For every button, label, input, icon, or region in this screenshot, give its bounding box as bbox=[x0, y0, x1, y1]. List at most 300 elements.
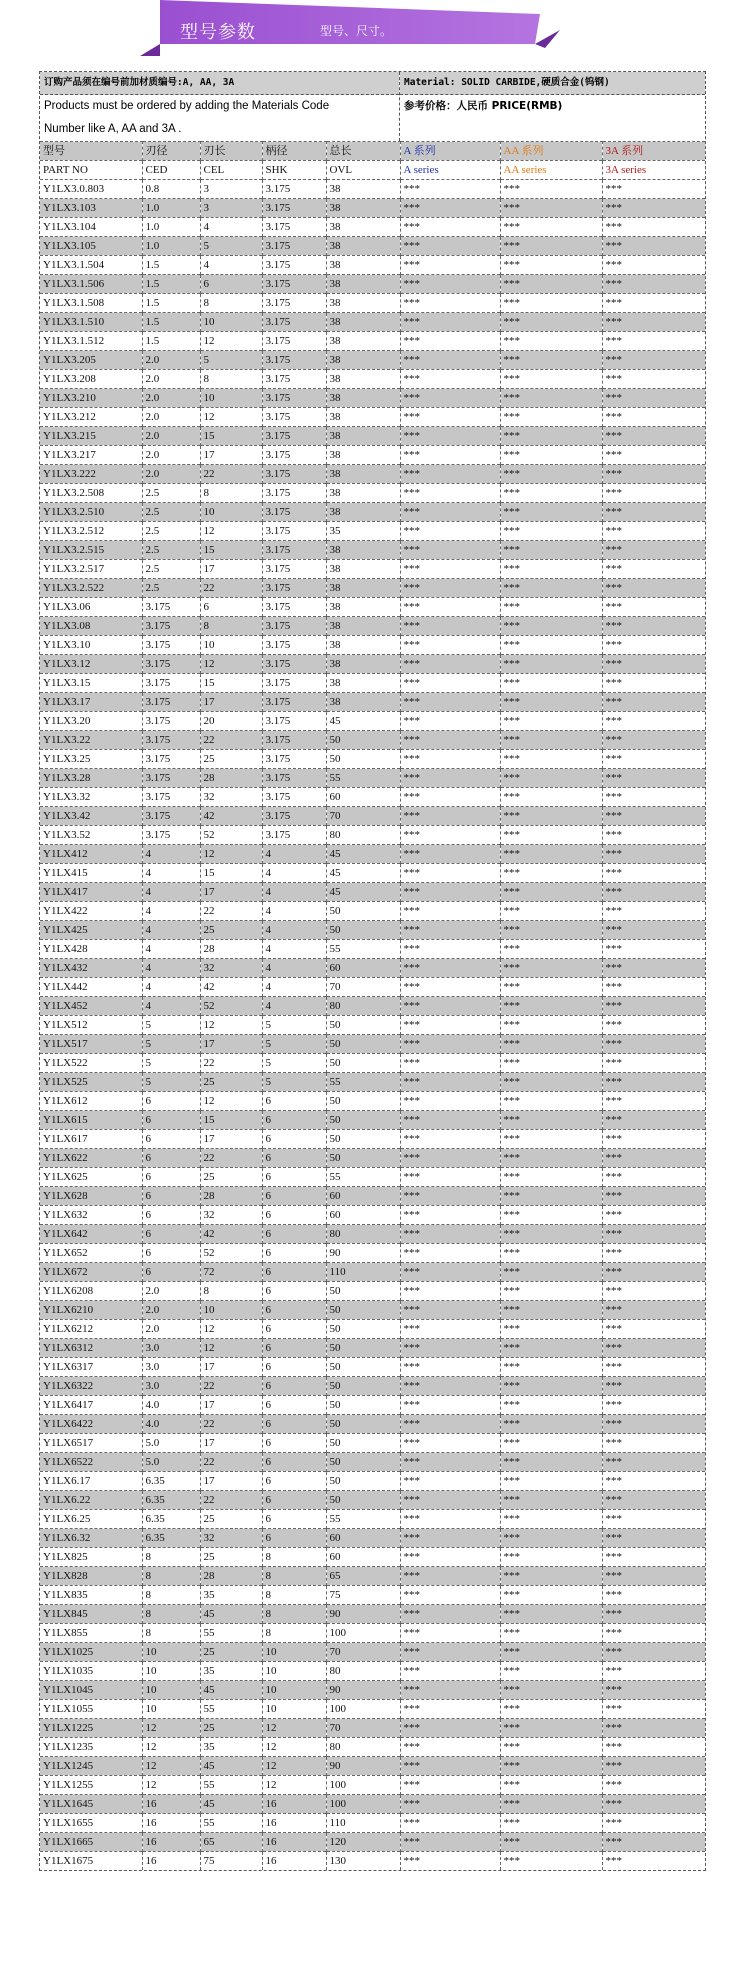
cell-a-series-price: *** bbox=[400, 1111, 500, 1130]
table-row bbox=[40, 332, 705, 351]
cell-a-series-price: *** bbox=[400, 1548, 500, 1567]
cell-3a-series-price: *** bbox=[602, 1415, 705, 1434]
cell-aa-series-price: *** bbox=[500, 1244, 602, 1263]
cell-3a-series-price: *** bbox=[602, 256, 705, 275]
table-row bbox=[40, 1111, 705, 1130]
cell-a-series-price: *** bbox=[400, 218, 500, 237]
cell-shk: 4 bbox=[262, 978, 326, 997]
cell-shk: 3.175 bbox=[262, 541, 326, 560]
cell-cel: 15 bbox=[200, 674, 262, 693]
cell-aa-series-price: *** bbox=[500, 1700, 602, 1719]
cell-aa-series-price: *** bbox=[500, 294, 602, 313]
cell-part-no: Y1LX3.215 bbox=[40, 427, 142, 446]
cell-ced: 2.0 bbox=[142, 408, 200, 427]
cell-shk: 16 bbox=[262, 1852, 326, 1871]
cell-aa-series-price: *** bbox=[500, 1738, 602, 1757]
cell-cel: 35 bbox=[200, 1662, 262, 1681]
cell-aa-series-price: *** bbox=[500, 218, 602, 237]
cell-a-series-price: *** bbox=[400, 351, 500, 370]
cell-cel: 25 bbox=[200, 1073, 262, 1092]
cell-shk: 6 bbox=[262, 1244, 326, 1263]
cell-3a-series-price: *** bbox=[602, 1548, 705, 1567]
cell-ovl: 50 bbox=[326, 1111, 400, 1130]
cell-cel: 22 bbox=[200, 1054, 262, 1073]
table-row bbox=[40, 1244, 705, 1263]
cell-aa-series-price: *** bbox=[500, 693, 602, 712]
cell-aa-series-price: *** bbox=[500, 940, 602, 959]
cell-cel: 10 bbox=[200, 389, 262, 408]
cell-shk: 12 bbox=[262, 1719, 326, 1738]
cell-3a-series-price: *** bbox=[602, 978, 705, 997]
cell-shk: 16 bbox=[262, 1833, 326, 1852]
cell-aa-series-price: *** bbox=[500, 446, 602, 465]
cell-ced: 1.0 bbox=[142, 218, 200, 237]
cell-part-no: Y1LX3.52 bbox=[40, 826, 142, 845]
cell-shk: 4 bbox=[262, 845, 326, 864]
cell-cel: 17 bbox=[200, 1396, 262, 1415]
cell-3a-series-price: *** bbox=[602, 1092, 705, 1111]
cell-part-no: Y1LX3.2.515 bbox=[40, 541, 142, 560]
cell-shk: 6 bbox=[262, 1339, 326, 1358]
table-row bbox=[40, 1814, 705, 1833]
cell-cel: 32 bbox=[200, 1206, 262, 1225]
cell-cel: 15 bbox=[200, 1111, 262, 1130]
cell-part-no: Y1LX3.12 bbox=[40, 655, 142, 674]
cell-a-series-price: *** bbox=[400, 484, 500, 503]
cell-part-no: Y1LX3.212 bbox=[40, 408, 142, 427]
cell-3a-series-price: *** bbox=[602, 389, 705, 408]
cell-ced: 6 bbox=[142, 1263, 200, 1282]
cell-shk: 6 bbox=[262, 1187, 326, 1206]
cell-3a-series-price: *** bbox=[602, 997, 705, 1016]
cell-ovl: 80 bbox=[326, 826, 400, 845]
cell-cel: 15 bbox=[200, 541, 262, 560]
cell-aa-series-price: *** bbox=[500, 1282, 602, 1301]
cell-part-no: Y1LX442 bbox=[40, 978, 142, 997]
cell-shk: 4 bbox=[262, 959, 326, 978]
cell-3a-series-price: *** bbox=[602, 617, 705, 636]
table-row bbox=[40, 484, 705, 503]
table-row bbox=[40, 1016, 705, 1035]
cell-part-no: Y1LX412 bbox=[40, 845, 142, 864]
cell-shk: 6 bbox=[262, 1472, 326, 1491]
cell-shk: 3.175 bbox=[262, 788, 326, 807]
cell-ovl: 80 bbox=[326, 997, 400, 1016]
cell-ovl: 38 bbox=[326, 465, 400, 484]
cell-aa-series-price: *** bbox=[500, 199, 602, 218]
cell-ced: 5.0 bbox=[142, 1453, 200, 1472]
cell-aa-series-price: *** bbox=[500, 1396, 602, 1415]
cell-a-series-price: *** bbox=[400, 1453, 500, 1472]
cell-ced: 2.5 bbox=[142, 522, 200, 541]
cell-ovl: 70 bbox=[326, 1719, 400, 1738]
table-row bbox=[40, 826, 705, 845]
cell-3a-series-price: *** bbox=[602, 1776, 705, 1795]
cell-ced: 3.0 bbox=[142, 1377, 200, 1396]
cell-cel: 55 bbox=[200, 1776, 262, 1795]
cell-a-series-price: *** bbox=[400, 427, 500, 446]
table-row bbox=[40, 1073, 705, 1092]
cell-aa-series-price: *** bbox=[500, 465, 602, 484]
cell-3a-series-price: *** bbox=[602, 731, 705, 750]
cell-a-series-price: *** bbox=[400, 1092, 500, 1111]
cell-cel: 32 bbox=[200, 959, 262, 978]
table-row bbox=[40, 1510, 705, 1529]
cell-shk: 3.175 bbox=[262, 446, 326, 465]
cell-a-series-price: *** bbox=[400, 1054, 500, 1073]
cell-cel: 65 bbox=[200, 1833, 262, 1852]
cell-ced: 6.35 bbox=[142, 1510, 200, 1529]
cell-aa-series-price: *** bbox=[500, 1776, 602, 1795]
cell-cel: 45 bbox=[200, 1795, 262, 1814]
cell-cel: 35 bbox=[200, 1586, 262, 1605]
cell-part-no: Y1LX3.2.517 bbox=[40, 560, 142, 579]
cell-cel: 22 bbox=[200, 1453, 262, 1472]
cell-a-series-price: *** bbox=[400, 1472, 500, 1491]
cell-a-series-price: *** bbox=[400, 560, 500, 579]
table-row bbox=[40, 1605, 705, 1624]
cell-ovl: 50 bbox=[326, 1301, 400, 1320]
header-ced: CED bbox=[142, 161, 200, 180]
cell-ced: 12 bbox=[142, 1776, 200, 1795]
cell-ovl: 38 bbox=[326, 598, 400, 617]
cell-ovl: 50 bbox=[326, 1358, 400, 1377]
cell-cel: 28 bbox=[200, 1187, 262, 1206]
cell-part-no: Y1LX3.1.508 bbox=[40, 294, 142, 313]
cell-ced: 10 bbox=[142, 1681, 200, 1700]
cell-ced: 2.5 bbox=[142, 560, 200, 579]
cell-a-series-price: *** bbox=[400, 693, 500, 712]
cell-aa-series-price: *** bbox=[500, 560, 602, 579]
cell-part-no: Y1LX1645 bbox=[40, 1795, 142, 1814]
table-row bbox=[40, 750, 705, 769]
cell-ovl: 70 bbox=[326, 978, 400, 997]
cell-part-no: Y1LX835 bbox=[40, 1586, 142, 1605]
cell-a-series-price: *** bbox=[400, 1567, 500, 1586]
cell-shk: 5 bbox=[262, 1073, 326, 1092]
table-row bbox=[40, 275, 705, 294]
cell-aa-series-price: *** bbox=[500, 1681, 602, 1700]
cell-part-no: Y1LX3.17 bbox=[40, 693, 142, 712]
cell-cel: 55 bbox=[200, 1814, 262, 1833]
table-row bbox=[40, 997, 705, 1016]
cell-aa-series-price: *** bbox=[500, 1187, 602, 1206]
cell-cel: 22 bbox=[200, 1415, 262, 1434]
cell-a-series-price: *** bbox=[400, 655, 500, 674]
cell-a-series-price: *** bbox=[400, 1320, 500, 1339]
cell-shk: 6 bbox=[262, 1377, 326, 1396]
cell-part-no: Y1LX3.1.504 bbox=[40, 256, 142, 275]
table-row bbox=[40, 1225, 705, 1244]
cell-ovl: 50 bbox=[326, 1491, 400, 1510]
table-row bbox=[40, 1700, 705, 1719]
table-row bbox=[40, 503, 705, 522]
cell-3a-series-price: *** bbox=[602, 1529, 705, 1548]
cell-ced: 4 bbox=[142, 864, 200, 883]
cell-ced: 5 bbox=[142, 1073, 200, 1092]
cell-part-no: Y1LX6210 bbox=[40, 1301, 142, 1320]
table-row bbox=[40, 1586, 705, 1605]
cell-a-series-price: *** bbox=[400, 465, 500, 484]
table-row bbox=[40, 1491, 705, 1510]
cell-cel: 72 bbox=[200, 1263, 262, 1282]
cell-cel: 28 bbox=[200, 1567, 262, 1586]
cell-ovl: 60 bbox=[326, 1187, 400, 1206]
cell-part-no: Y1LX3.205 bbox=[40, 351, 142, 370]
table-row bbox=[40, 1681, 705, 1700]
cell-cel: 45 bbox=[200, 1681, 262, 1700]
header-shk: SHK bbox=[262, 161, 326, 180]
cell-ced: 12 bbox=[142, 1719, 200, 1738]
cell-cel: 17 bbox=[200, 883, 262, 902]
table-row bbox=[40, 693, 705, 712]
table-row bbox=[40, 636, 705, 655]
cell-ovl: 45 bbox=[326, 864, 400, 883]
cell-part-no: Y1LX672 bbox=[40, 1263, 142, 1282]
cell-3a-series-price: *** bbox=[602, 1624, 705, 1643]
cell-3a-series-price: *** bbox=[602, 1358, 705, 1377]
price-label: 参考价格：人民币 PRICE(RMB) bbox=[404, 100, 563, 112]
table-row bbox=[40, 1529, 705, 1548]
cell-ovl: 38 bbox=[326, 275, 400, 294]
cell-shk: 3.175 bbox=[262, 598, 326, 617]
cell-cel: 22 bbox=[200, 1149, 262, 1168]
cell-aa-series-price: *** bbox=[500, 427, 602, 446]
cell-part-no: Y1LX1235 bbox=[40, 1738, 142, 1757]
cell-part-no: Y1LX6208 bbox=[40, 1282, 142, 1301]
cell-ovl: 45 bbox=[326, 883, 400, 902]
cell-shk: 3.175 bbox=[262, 389, 326, 408]
table-row bbox=[40, 1453, 705, 1472]
cell-a-series-price: *** bbox=[400, 1662, 500, 1681]
table-row bbox=[40, 408, 705, 427]
cell-aa-series-price: *** bbox=[500, 921, 602, 940]
cell-ced: 3.175 bbox=[142, 693, 200, 712]
cell-shk: 6 bbox=[262, 1206, 326, 1225]
cell-3a-series-price: *** bbox=[602, 1149, 705, 1168]
cell-shk: 3.175 bbox=[262, 237, 326, 256]
cell-ced: 4 bbox=[142, 902, 200, 921]
cell-aa-series-price: *** bbox=[500, 1852, 602, 1871]
cell-ced: 0.8 bbox=[142, 180, 200, 199]
cell-ced: 2.0 bbox=[142, 1282, 200, 1301]
cell-shk: 6 bbox=[262, 1510, 326, 1529]
cell-ced: 2.5 bbox=[142, 484, 200, 503]
table-row bbox=[40, 617, 705, 636]
table-row bbox=[40, 1548, 705, 1567]
cell-ced: 8 bbox=[142, 1605, 200, 1624]
cell-a-series-price: *** bbox=[400, 712, 500, 731]
header-part-no-cn: 型号 bbox=[40, 142, 142, 161]
cell-part-no: Y1LX6212 bbox=[40, 1320, 142, 1339]
cell-part-no: Y1LX6.17 bbox=[40, 1472, 142, 1491]
cell-aa-series-price: *** bbox=[500, 1054, 602, 1073]
cell-ced: 16 bbox=[142, 1814, 200, 1833]
cell-ced: 1.5 bbox=[142, 275, 200, 294]
cell-a-series-price: *** bbox=[400, 1339, 500, 1358]
cell-aa-series-price: *** bbox=[500, 807, 602, 826]
cell-a-series-price: *** bbox=[400, 788, 500, 807]
cell-a-series-price: *** bbox=[400, 313, 500, 332]
cell-3a-series-price: *** bbox=[602, 1814, 705, 1833]
material-price-info bbox=[400, 72, 705, 141]
cell-part-no: Y1LX3.2.522 bbox=[40, 579, 142, 598]
cell-shk: 10 bbox=[262, 1681, 326, 1700]
cell-aa-series-price: *** bbox=[500, 1434, 602, 1453]
cell-ovl: 35 bbox=[326, 522, 400, 541]
table-row bbox=[40, 1776, 705, 1795]
table-row bbox=[40, 370, 705, 389]
cell-ovl: 60 bbox=[326, 1529, 400, 1548]
cell-aa-series-price: *** bbox=[500, 1092, 602, 1111]
cell-a-series-price: *** bbox=[400, 1624, 500, 1643]
cell-3a-series-price: *** bbox=[602, 1852, 705, 1871]
cell-cel: 8 bbox=[200, 370, 262, 389]
cell-ovl: 38 bbox=[326, 446, 400, 465]
cell-ovl: 38 bbox=[326, 674, 400, 693]
cell-ovl: 45 bbox=[326, 712, 400, 731]
cell-shk: 4 bbox=[262, 864, 326, 883]
cell-part-no: Y1LX425 bbox=[40, 921, 142, 940]
cell-ovl: 38 bbox=[326, 427, 400, 446]
table-row bbox=[40, 598, 705, 617]
spec-table bbox=[40, 141, 705, 1870]
cell-part-no: Y1LX1025 bbox=[40, 1643, 142, 1662]
cell-cel: 52 bbox=[200, 1244, 262, 1263]
cell-a-series-price: *** bbox=[400, 446, 500, 465]
cell-cel: 12 bbox=[200, 522, 262, 541]
cell-a-series-price: *** bbox=[400, 1681, 500, 1700]
cell-3a-series-price: *** bbox=[602, 1757, 705, 1776]
cell-aa-series-price: *** bbox=[500, 180, 602, 199]
cell-3a-series-price: *** bbox=[602, 1244, 705, 1263]
cell-ovl: 110 bbox=[326, 1263, 400, 1282]
cell-ovl: 100 bbox=[326, 1776, 400, 1795]
cell-ced: 16 bbox=[142, 1795, 200, 1814]
cell-shk: 3.175 bbox=[262, 674, 326, 693]
cell-a-series-price: *** bbox=[400, 275, 500, 294]
cell-3a-series-price: *** bbox=[602, 1662, 705, 1681]
cell-ced: 2.0 bbox=[142, 389, 200, 408]
cell-cel: 8 bbox=[200, 617, 262, 636]
cell-3a-series-price: *** bbox=[602, 1225, 705, 1244]
cell-ovl: 70 bbox=[326, 1643, 400, 1662]
cell-ovl: 130 bbox=[326, 1852, 400, 1871]
table-row bbox=[40, 256, 705, 275]
cell-part-no: Y1LX6312 bbox=[40, 1339, 142, 1358]
cell-3a-series-price: *** bbox=[602, 332, 705, 351]
cell-shk: 6 bbox=[262, 1225, 326, 1244]
cell-shk: 6 bbox=[262, 1396, 326, 1415]
cell-cel: 10 bbox=[200, 313, 262, 332]
cell-cel: 6 bbox=[200, 275, 262, 294]
table-row bbox=[40, 940, 705, 959]
cell-ced: 4 bbox=[142, 921, 200, 940]
cell-3a-series-price: *** bbox=[602, 940, 705, 959]
cell-shk: 6 bbox=[262, 1149, 326, 1168]
cell-ovl: 50 bbox=[326, 1434, 400, 1453]
cell-cel: 17 bbox=[200, 446, 262, 465]
table-row bbox=[40, 1092, 705, 1111]
cell-ovl: 38 bbox=[326, 180, 400, 199]
cell-ced: 5.0 bbox=[142, 1434, 200, 1453]
table-row bbox=[40, 712, 705, 731]
cell-cel: 6 bbox=[200, 598, 262, 617]
cell-cel: 15 bbox=[200, 864, 262, 883]
cell-ovl: 38 bbox=[326, 294, 400, 313]
cell-ovl: 50 bbox=[326, 1396, 400, 1415]
cell-cel: 20 bbox=[200, 712, 262, 731]
cell-shk: 6 bbox=[262, 1111, 326, 1130]
table-row bbox=[40, 1035, 705, 1054]
cell-aa-series-price: *** bbox=[500, 1339, 602, 1358]
cell-ced: 6.35 bbox=[142, 1529, 200, 1548]
cell-ced: 3.175 bbox=[142, 674, 200, 693]
table-row bbox=[40, 1187, 705, 1206]
cell-3a-series-price: *** bbox=[602, 503, 705, 522]
table-row bbox=[40, 1719, 705, 1738]
cell-ced: 10 bbox=[142, 1700, 200, 1719]
cell-ovl: 75 bbox=[326, 1586, 400, 1605]
cell-shk: 4 bbox=[262, 940, 326, 959]
table-row bbox=[40, 351, 705, 370]
cell-ovl: 55 bbox=[326, 940, 400, 959]
cell-shk: 4 bbox=[262, 883, 326, 902]
cell-ced: 2.0 bbox=[142, 1301, 200, 1320]
cell-part-no: Y1LX422 bbox=[40, 902, 142, 921]
cell-ovl: 50 bbox=[326, 1130, 400, 1149]
cell-shk: 3.175 bbox=[262, 579, 326, 598]
cell-ovl: 38 bbox=[326, 636, 400, 655]
cell-aa-series-price: *** bbox=[500, 1358, 602, 1377]
cell-a-series-price: *** bbox=[400, 1016, 500, 1035]
cell-aa-series-price: *** bbox=[500, 997, 602, 1016]
cell-part-no: Y1LX1045 bbox=[40, 1681, 142, 1700]
table-row bbox=[40, 1396, 705, 1415]
cell-aa-series-price: *** bbox=[500, 712, 602, 731]
cell-3a-series-price: *** bbox=[602, 465, 705, 484]
cell-aa-series-price: *** bbox=[500, 256, 602, 275]
cell-ovl: 60 bbox=[326, 959, 400, 978]
cell-3a-series-price: *** bbox=[602, 446, 705, 465]
cell-3a-series-price: *** bbox=[602, 655, 705, 674]
cell-shk: 3.175 bbox=[262, 332, 326, 351]
cell-ced: 3.175 bbox=[142, 750, 200, 769]
cell-shk: 3.175 bbox=[262, 636, 326, 655]
cell-a-series-price: *** bbox=[400, 1643, 500, 1662]
cell-aa-series-price: *** bbox=[500, 1529, 602, 1548]
cell-3a-series-price: *** bbox=[602, 1719, 705, 1738]
cell-ovl: 90 bbox=[326, 1757, 400, 1776]
cell-ovl: 38 bbox=[326, 503, 400, 522]
cell-aa-series-price: *** bbox=[500, 788, 602, 807]
cell-aa-series-price: *** bbox=[500, 1757, 602, 1776]
cell-ovl: 38 bbox=[326, 560, 400, 579]
table-row bbox=[40, 1624, 705, 1643]
cell-part-no: Y1LX428 bbox=[40, 940, 142, 959]
cell-a-series-price: *** bbox=[400, 1852, 500, 1871]
cell-part-no: Y1LX3.06 bbox=[40, 598, 142, 617]
cell-3a-series-price: *** bbox=[602, 579, 705, 598]
cell-ced: 3.175 bbox=[142, 769, 200, 788]
cell-ovl: 80 bbox=[326, 1738, 400, 1757]
cell-aa-series-price: *** bbox=[500, 1035, 602, 1054]
cell-cel: 22 bbox=[200, 579, 262, 598]
header-a-series: A series bbox=[400, 161, 500, 180]
cell-part-no: Y1LX3.2.510 bbox=[40, 503, 142, 522]
cell-cel: 22 bbox=[200, 1491, 262, 1510]
cell-cel: 45 bbox=[200, 1605, 262, 1624]
